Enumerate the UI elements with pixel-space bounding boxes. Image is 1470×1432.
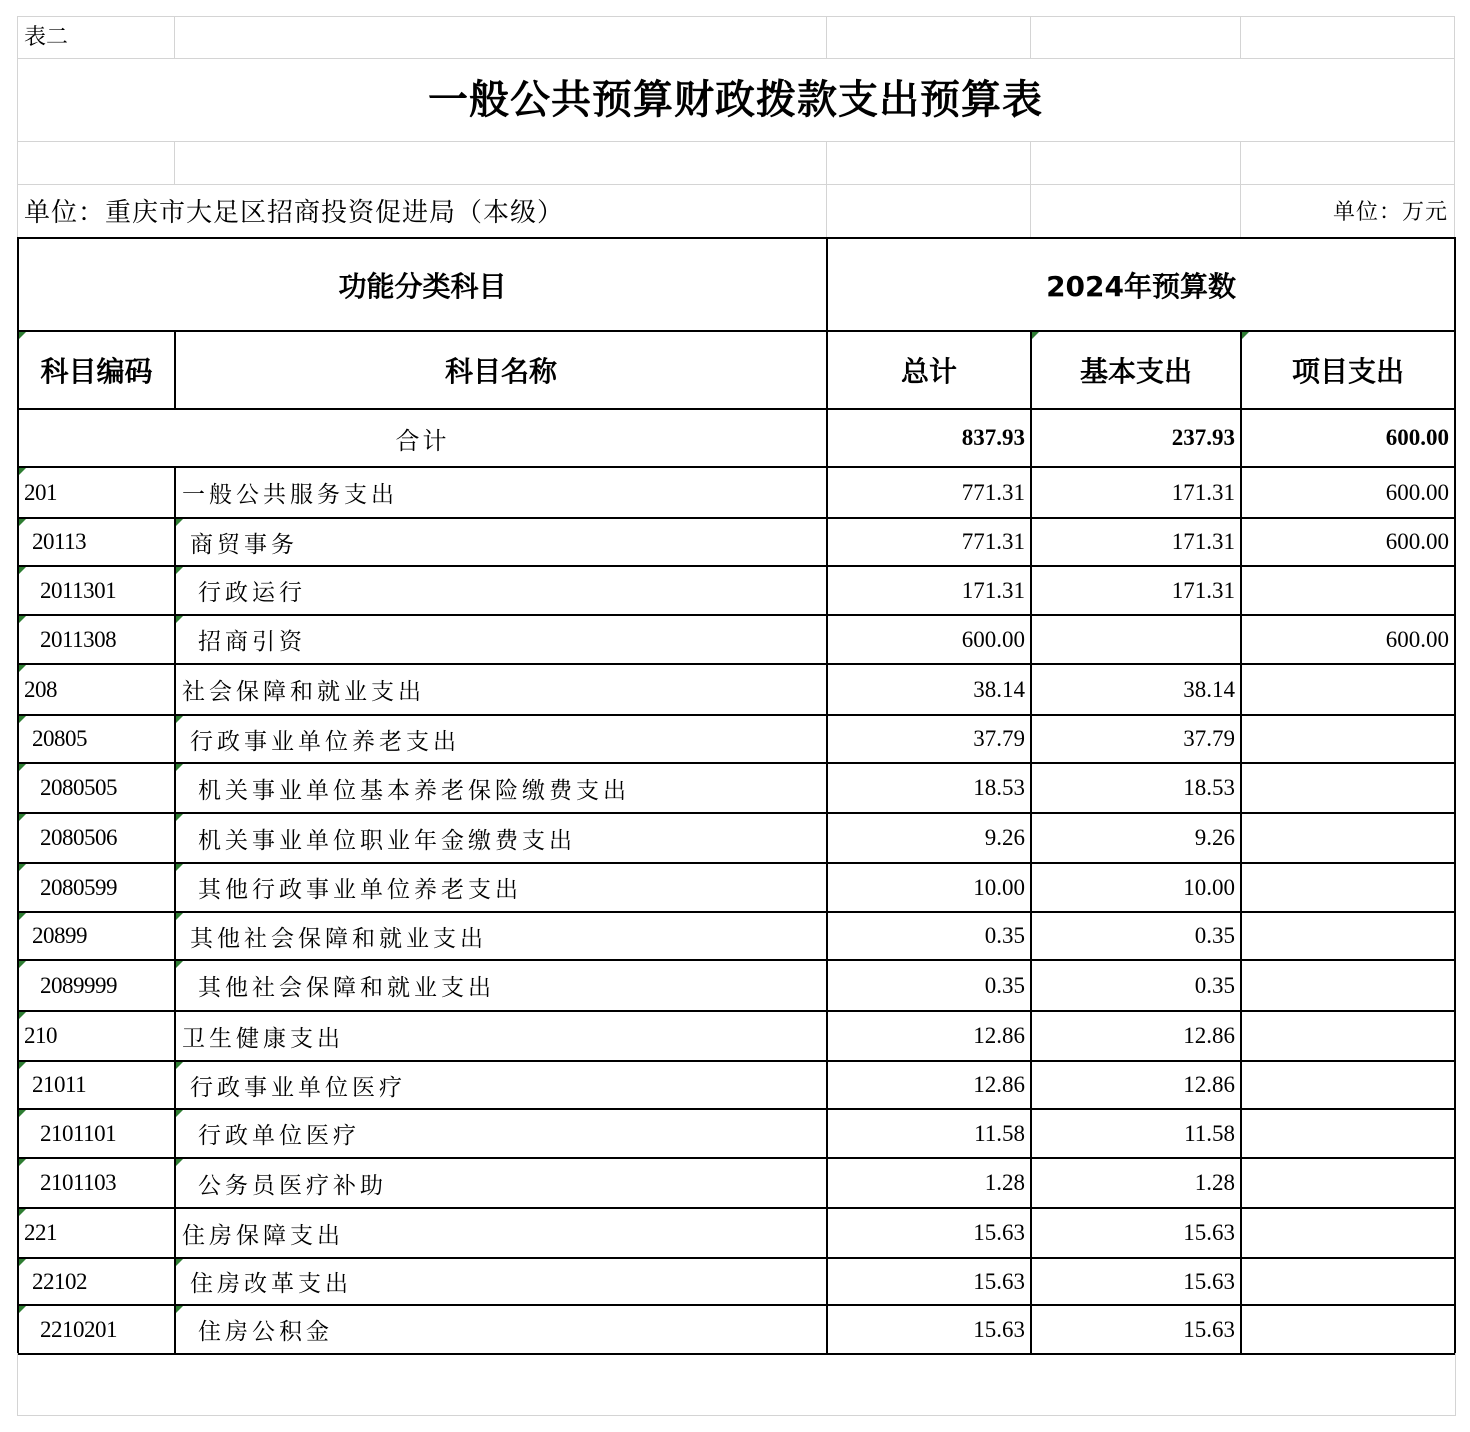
row-name: 住房保障支出	[175, 1208, 827, 1258]
header-name: 科目名称	[175, 331, 827, 409]
row-code: 20899	[18, 912, 175, 960]
row-project	[1241, 1061, 1455, 1109]
row-code: 2210201	[18, 1305, 175, 1354]
row-code: 208	[18, 664, 175, 715]
page-title: 一般公共预算财政拨款支出预算表	[428, 76, 1043, 123]
table-row	[18, 912, 1455, 960]
row-total: 10.00	[827, 863, 1031, 912]
total-project: 600.00	[1241, 409, 1455, 467]
row-project: 600.00	[1241, 467, 1455, 518]
row-total: 38.14	[827, 664, 1031, 715]
row-name: 住房公积金	[175, 1305, 827, 1354]
row-name: 行政单位医疗	[175, 1109, 827, 1158]
header-code: 科目编码	[18, 331, 175, 409]
row-code: 22102	[18, 1258, 175, 1305]
row-name: 其他行政事业单位养老支出	[175, 863, 827, 912]
table-row	[18, 1061, 1455, 1109]
row-project	[1241, 1208, 1455, 1258]
row-project	[1241, 1011, 1455, 1061]
row-name: 招商引资	[175, 615, 827, 664]
row-name: 住房改革支出	[175, 1258, 827, 1305]
row-basic: 11.58	[1031, 1109, 1241, 1158]
table-row	[18, 1208, 1455, 1258]
row-name: 行政运行	[175, 566, 827, 615]
row-project	[1241, 912, 1455, 960]
table-row	[18, 1158, 1455, 1208]
row-project: 600.00	[1241, 615, 1455, 664]
row-name: 卫生健康支出	[175, 1011, 827, 1061]
total-sum: 837.93	[827, 409, 1031, 467]
row-project	[1241, 1109, 1455, 1158]
row-basic: 38.14	[1031, 664, 1241, 715]
row-total: 15.63	[827, 1305, 1031, 1354]
row-total: 11.58	[827, 1109, 1031, 1158]
row-project	[1241, 960, 1455, 1011]
table-row	[18, 664, 1455, 715]
row-total: 771.31	[827, 518, 1031, 566]
table-row	[18, 1258, 1455, 1305]
row-name: 公务员医疗补助	[175, 1158, 827, 1208]
row-code: 210	[18, 1011, 175, 1061]
table-row	[18, 615, 1455, 664]
unit-currency: 单位：万元	[1332, 200, 1448, 225]
table-row	[18, 715, 1455, 763]
row-basic: 0.35	[1031, 960, 1241, 1011]
header-budget-year: 2024年预算数	[827, 238, 1455, 331]
row-basic: 18.53	[1031, 763, 1241, 813]
row-project	[1241, 664, 1455, 715]
row-basic: 12.86	[1031, 1061, 1241, 1109]
row-project	[1241, 1305, 1455, 1354]
row-basic: 15.63	[1031, 1258, 1241, 1305]
row-name: 一般公共服务支出	[175, 467, 827, 518]
row-basic: 1.28	[1031, 1158, 1241, 1208]
table-row	[18, 960, 1455, 1011]
row-code: 2089999	[18, 960, 175, 1011]
table-row	[18, 518, 1455, 566]
row-project	[1241, 763, 1455, 813]
total-label: 合计	[18, 409, 827, 467]
header-column-row	[18, 331, 1455, 409]
row-total: 1.28	[827, 1158, 1031, 1208]
row-basic: 12.86	[1031, 1011, 1241, 1061]
row-basic: 171.31	[1031, 518, 1241, 566]
total-row	[18, 409, 1455, 467]
table-row	[18, 1109, 1455, 1158]
row-basic: 15.63	[1031, 1305, 1241, 1354]
table-row	[18, 566, 1455, 615]
row-total: 37.79	[827, 715, 1031, 763]
total-basic: 237.93	[1031, 409, 1241, 467]
row-total: 12.86	[827, 1061, 1031, 1109]
row-code: 21011	[18, 1061, 175, 1109]
table-row	[18, 467, 1455, 518]
row-name: 商贸事务	[175, 518, 827, 566]
row-name: 机关事业单位基本养老保险缴费支出	[175, 763, 827, 813]
row-name: 行政事业单位养老支出	[175, 715, 827, 763]
header-project: 项目支出	[1241, 331, 1455, 409]
sheet-bottom-area	[17, 1353, 1456, 1416]
row-project: 600.00	[1241, 518, 1455, 566]
row-total: 18.53	[827, 763, 1031, 813]
row-basic: 37.79	[1031, 715, 1241, 763]
row-project	[1241, 566, 1455, 615]
sheet-label: 表二	[24, 25, 69, 50]
row-basic: 15.63	[1031, 1208, 1241, 1258]
row-code: 2101101	[18, 1109, 175, 1158]
row-code: 2011308	[18, 615, 175, 664]
row-total: 171.31	[827, 566, 1031, 615]
row-total: 12.86	[827, 1011, 1031, 1061]
row-project	[1241, 1158, 1455, 1208]
row-code: 2080599	[18, 863, 175, 912]
row-total: 15.63	[827, 1208, 1031, 1258]
row-name: 行政事业单位医疗	[175, 1061, 827, 1109]
row-basic: 171.31	[1031, 566, 1241, 615]
row-total: 600.00	[827, 615, 1031, 664]
header-basic: 基本支出	[1031, 331, 1241, 409]
row-total: 15.63	[827, 1258, 1031, 1305]
row-basic: 9.26	[1031, 813, 1241, 863]
row-name: 其他社会保障和就业支出	[175, 960, 827, 1011]
row-basic	[1031, 615, 1241, 664]
row-total: 0.35	[827, 960, 1031, 1011]
row-code: 20805	[18, 715, 175, 763]
row-code: 221	[18, 1208, 175, 1258]
row-basic: 0.35	[1031, 912, 1241, 960]
header-group-row	[18, 238, 1455, 331]
row-name: 机关事业单位职业年金缴费支出	[175, 813, 827, 863]
row-code: 2101103	[18, 1158, 175, 1208]
header-func-category: 功能分类科目	[18, 238, 827, 331]
row-code: 201	[18, 467, 175, 518]
unit-organization: 单位：重庆市大足区招商投资促进局（本级）	[24, 198, 565, 228]
row-code: 2080505	[18, 763, 175, 813]
budget-table	[17, 237, 1456, 1355]
table-row	[18, 763, 1455, 813]
row-name: 社会保障和就业支出	[175, 664, 827, 715]
row-project	[1241, 715, 1455, 763]
header-total: 总计	[827, 331, 1031, 409]
row-total: 0.35	[827, 912, 1031, 960]
row-basic: 171.31	[1031, 467, 1241, 518]
table-row	[18, 1011, 1455, 1061]
table-row	[18, 863, 1455, 912]
row-code: 2011301	[18, 566, 175, 615]
row-project	[1241, 813, 1455, 863]
row-project	[1241, 1258, 1455, 1305]
row-basic: 10.00	[1031, 863, 1241, 912]
row-project	[1241, 863, 1455, 912]
row-name: 其他社会保障和就业支出	[175, 912, 827, 960]
table-row	[18, 813, 1455, 863]
row-total: 9.26	[827, 813, 1031, 863]
row-code: 20113	[18, 518, 175, 566]
table-row	[18, 1305, 1455, 1354]
row-code: 2080506	[18, 813, 175, 863]
row-total: 771.31	[827, 467, 1031, 518]
